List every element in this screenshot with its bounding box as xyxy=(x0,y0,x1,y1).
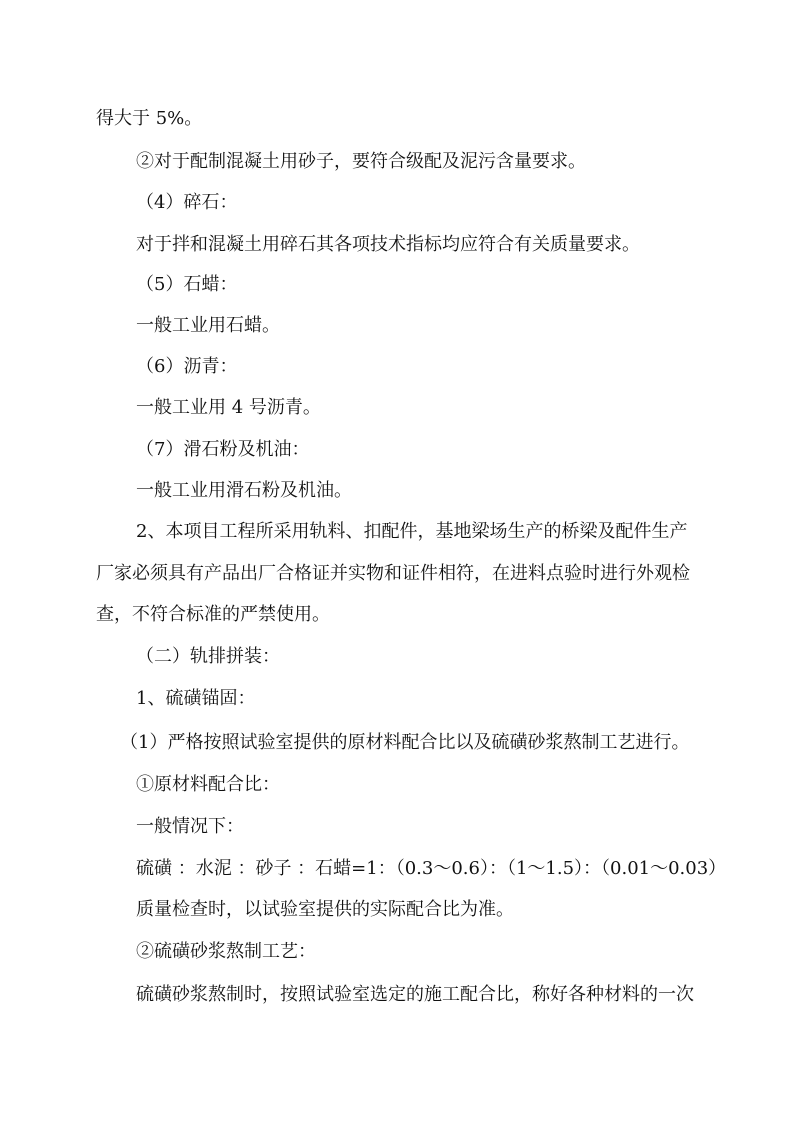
text-line-4: 对于拌和混凝土用碎石其各项技术指标均应符合有关质量要求。 xyxy=(136,234,640,255)
text-line-2: ②对于配制混凝土用砂子，要符合级配及泥污含量要求。 xyxy=(136,151,586,172)
text-line-6: 一般工业用石蜡。 xyxy=(136,315,280,336)
text-line-20: 质量检查时，以试验室提供的实际配合比为准。 xyxy=(136,899,514,920)
text-line-12: 厂家必须具有产品出厂合格证并实物和证件相符，在进料点验时进行外观检 xyxy=(96,563,690,584)
text-line-16: （1）严格按照试验室提供的原材料配合比以及硫磺砂浆熬制工艺进行。 xyxy=(120,732,690,753)
text-line-11: 2、本项目工程所采用轨料、扣配件，基地梁场生产的桥梁及配件生产 xyxy=(136,521,688,542)
section-heading-talc-oil: （7）滑石粉及机油： xyxy=(136,439,310,460)
text-line-1: 得大于 5%。 xyxy=(96,108,203,129)
text-line-13: 查，不符合标准的严禁使用。 xyxy=(96,604,330,625)
section-heading-paraffin: （5）石蜡： xyxy=(136,274,238,295)
text-line-22: 硫磺砂浆熬制时，按照试验室选定的施工配合比，称好各种材料的一次 xyxy=(136,984,694,1005)
text-line-10: 一般工业用滑石粉及机油。 xyxy=(136,480,352,501)
section-heading-mix-ratio: ①原材料配合比： xyxy=(136,774,280,795)
section-heading-gravel: （4）碎石： xyxy=(136,192,238,213)
text-line-18: 一般情况下： xyxy=(136,816,244,837)
section-heading-track-assembly: （二）轨排拼装： xyxy=(136,646,280,667)
section-heading-asphalt: （6）沥青： xyxy=(136,356,238,377)
section-heading-sulfur-anchoring: 1、硫磺锚固： xyxy=(136,688,256,709)
text-line-8: 一般工业用 4 号沥青。 xyxy=(136,397,321,418)
section-heading-boiling-process: ②硫磺砂浆熬制工艺： xyxy=(136,941,316,962)
mix-ratio-formula: 硫磺 ：水泥 ：砂子 ：石蜡=1：（0.3～0.6）：（1～1.5）：（0.01～0.03） xyxy=(136,858,727,879)
